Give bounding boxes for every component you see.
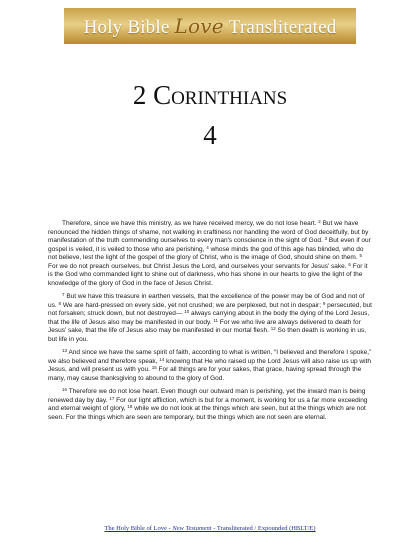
- footer-prefix: The Holy Bible of Love -: [104, 525, 173, 532]
- verse-text: knowing that He who raised up the Lord Jesus will also raise us up with Jesus, and will present us with you.: [48, 357, 371, 373]
- verse-text: But even if our gospel is veiled, it is veiled to those who are perishing,: [48, 237, 371, 253]
- footer-suffix: - Transliterated / Expounded (HBLT/E): [211, 525, 316, 532]
- book-title: [0, 80, 420, 111]
- scripture-paragraph: [48, 388, 372, 422]
- page-footer[interactable]: [0, 525, 420, 532]
- verse-text: So then death is working in us, but life in you.: [48, 327, 367, 343]
- banner-title: [84, 14, 337, 39]
- title-banner: [64, 8, 356, 44]
- verse-number: 17: [109, 395, 115, 401]
- verse-number: 13: [62, 348, 68, 353]
- verse-text: whose minds the god of this age has blinded, who do not believe, lest the light of the gospel of the glory of Christ, who is the image of God, should shine on them.: [48, 245, 364, 261]
- verse-number: 10: [184, 309, 190, 314]
- verse-text: But we have renounced the hidden things of shame, not walking in craftiness nor handling the word of God deceitfully, but by manifestation of the truth commending ourselves to every man's conscience in the sight of God.: [48, 220, 369, 244]
- verse-text: For we do not preach ourselves, but Christ Jesus the Lord, and ourselves your servants for Jesus' sake.: [48, 262, 349, 270]
- verse-text: But we have this treasure in earthen vessels, that the excellence of the power may be of God and not of us.: [48, 293, 365, 309]
- scripture-paragraph: [48, 220, 372, 288]
- verse-text: Therefore we do not lose heart. Even though our outward man is perishing, yet the inward man is being renewed day by day.: [48, 388, 366, 404]
- banner-script-word: Love: [174, 13, 224, 38]
- verse-text: For our light affliction, which is but for a moment, is working for us a far more exceeding and eternal weight of glory,: [48, 396, 368, 412]
- verse-text: while we do not look at the things which are seen, but at the things which are not seen. For the things which are seen are temporary, but the things which are not seen are eternal.: [48, 405, 366, 421]
- verse-text: always carrying about in the body the dying of the Lord Jesus, that the life of Jesus also may be manifested in our body.: [48, 310, 370, 326]
- verse-text: We are hard-pressed on every side, yet not crushed; we are perplexed, but not in despair;: [62, 301, 323, 309]
- verse-number: 11: [213, 317, 219, 323]
- verse-number: 6: [348, 261, 351, 267]
- verse-number: 9: [322, 300, 326, 306]
- verse-text: For all things are for your sakes, that grace, having spread through the many, may cause thanksgiving to abound to the glory of God.: [48, 366, 362, 382]
- verse-number: 7: [62, 292, 65, 297]
- verse-number: 14: [159, 356, 165, 362]
- verse-number: 12: [270, 326, 276, 331]
- book-name: Corinthians: [153, 80, 288, 110]
- verse-text: persecuted, but not forsaken; struck down, but not destroyed—: [48, 301, 372, 317]
- banner-prefix: Holy Bible: [83, 16, 170, 38]
- verse-number: 8: [58, 300, 61, 306]
- verse-number: 15: [151, 365, 157, 370]
- verse-number: 3: [324, 236, 328, 241]
- scripture-paragraph: [48, 349, 372, 383]
- verse-text: Therefore, since we have this ministry, as we have received mercy, we do not lose heart.: [62, 220, 319, 227]
- footer-testament: New Testament: [172, 525, 212, 532]
- scripture-text: [48, 220, 372, 427]
- verse-number: 5: [359, 253, 362, 258]
- book-number: 2: [132, 80, 147, 110]
- verse-number: 4: [206, 244, 209, 250]
- verse-text: For it is the God who commanded light to shine out of darkness, who has shone in our hearts to give the light of the knowledge of the glory of God in the face of Jesus Christ.: [48, 262, 368, 287]
- verse-text: And since we have the same spirit of faith, according to what is written, “I believed and therefore I spoke,” we also believed and therefore speak,: [48, 349, 372, 365]
- banner-suffix: Transliterated: [228, 16, 337, 38]
- verse-number: 2: [318, 219, 321, 224]
- verse-text: For we who live are always delivered to death for Jesus' sake, that the life of Jesus also may be manifested in our mortal flesh.: [48, 318, 361, 334]
- verse-number: 16: [62, 387, 68, 392]
- chapter-number: 4: [203, 120, 217, 150]
- scripture-paragraph: [48, 293, 372, 344]
- verse-number: 18: [127, 404, 133, 409]
